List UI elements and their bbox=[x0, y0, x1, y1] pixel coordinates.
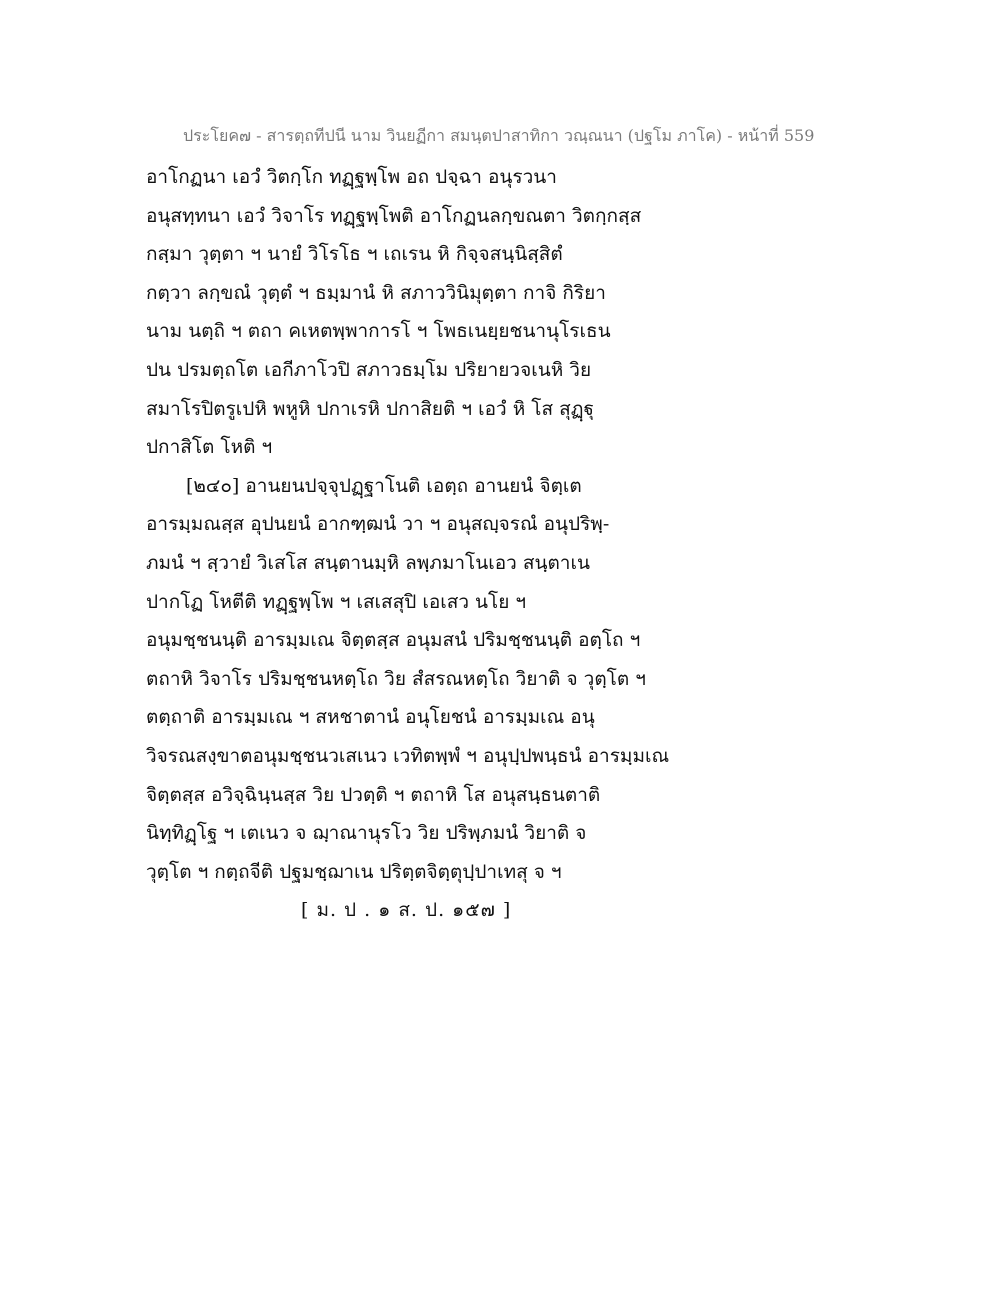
text-line: อนุมชฺชนนฺติ อารมฺมเณ จิตฺตสฺส อนุมสนํ ปริมชฺชนนฺติ อตฺโถ ฯ bbox=[146, 629, 641, 652]
text-line: วุตฺโต ฯ กตฺถจีติ ปฐมชฺฌาเน ปริตฺตจิตฺตุปฺปาเทสุ จ ฯ bbox=[146, 860, 562, 883]
text-line: กสฺมา วุตฺตา ฯ นายํ วิโรโธ ฯ เถเรน หิ กิจฺจสนฺนิสฺสิตํ bbox=[146, 243, 563, 266]
text-line: ตตฺถาติ อารมฺมเณ ฯ สหชาตานํ อนุโยชนํ อารมฺมเณ อนุ bbox=[146, 706, 595, 729]
text-line: อารมฺมณสฺส อุปนยนํ อากฑฺฒนํ วา ฯ อนุสญฺจรณํ อนุปริพฺ- bbox=[146, 513, 610, 536]
paragraph-start-line: [๒๔๐] อานยนปจฺจุปฏฺฐาโนติ เอตฺถ อานยนํ จิตฺเต bbox=[186, 474, 582, 497]
text-line: อนุสทฺทนา เอวํ วิจาโร ทฏฺฐพฺโพติ อาโกฏนลกฺขณตา วิตกฺกสฺส bbox=[146, 204, 642, 227]
reference-citation: [ ม. ป . ๑ ส. ป. ๑๕๗ ] bbox=[301, 899, 512, 922]
text-line: นิทฺทิฏฺโฐ ฯ เตเนว จ ฌฺาณานุรโว วิย ปริพฺภมนํ วิยาติ จ bbox=[146, 822, 587, 845]
text-line: นาม นตฺถิ ฯ ตถา คเหตพฺพาการโ ฯ โพธเนยฺยชนานุโรเธน bbox=[146, 320, 611, 343]
text-line: ปากโฏ โหตีติ ทฏฺฐพฺโพ ฯ เสเสสุปิ เอเสว นโย ฯ bbox=[146, 590, 527, 613]
body-text bbox=[146, 158, 886, 930]
text-line: วิจรณสงฺขาตอนุมชฺชนวเสเนว เวทิตพฺพํ ฯ อนุปฺปพนฺธนํ อารมฺมเณ bbox=[146, 744, 670, 767]
text-line: จิตฺตสฺส อวิจฺฉินฺนสฺส วิย ปวตฺติ ฯ ตถาหิ โส อนุสนฺธนตาติ bbox=[146, 783, 601, 806]
text-line: ตถาหิ วิจาโร ปริมชฺชนหตฺโถ วิย สํสรณหตฺโถ วิยาติ จ วุตฺโต ฯ bbox=[146, 667, 646, 690]
text-line: ปน ปรมตฺถโต เอกีภาโวปิ สภาวธมฺโม ปริยายวจเนหิ วิย bbox=[146, 358, 592, 381]
text-line: อาโกฏนา เอวํ วิตกฺโก ทฏฺฐพฺโพ อถ ปจฺฉา อนุรวนา bbox=[146, 166, 557, 188]
text-line: ภมนํ ฯ สฺวายํ วิเสโส สนฺตานมฺหิ ลพฺภมาโนเอว สนฺตาเน bbox=[146, 551, 590, 574]
page-header: ประโยค๗ - สารตฺถทีปนี นาม วินยฏีกา สมนฺตปาสาทิกา วณฺณนา (ปฐโม ภาโค) - หน้าที่ 559 bbox=[183, 126, 815, 145]
text-line: ปกาสิโต โหติ ฯ bbox=[146, 436, 273, 459]
text-line: สมาโรปิตรูเปหิ พหูหิ ปกาเรหิ ปกาสิยติ ฯ เอวํ หิ โส สุฏฺฐุ bbox=[146, 397, 594, 420]
text-line: กตฺวา ลกฺขณํ วุตฺตํ ฯ ธมฺมานํ หิ สภาววินิมุตฺตา กาจิ กิริยา bbox=[146, 281, 606, 304]
